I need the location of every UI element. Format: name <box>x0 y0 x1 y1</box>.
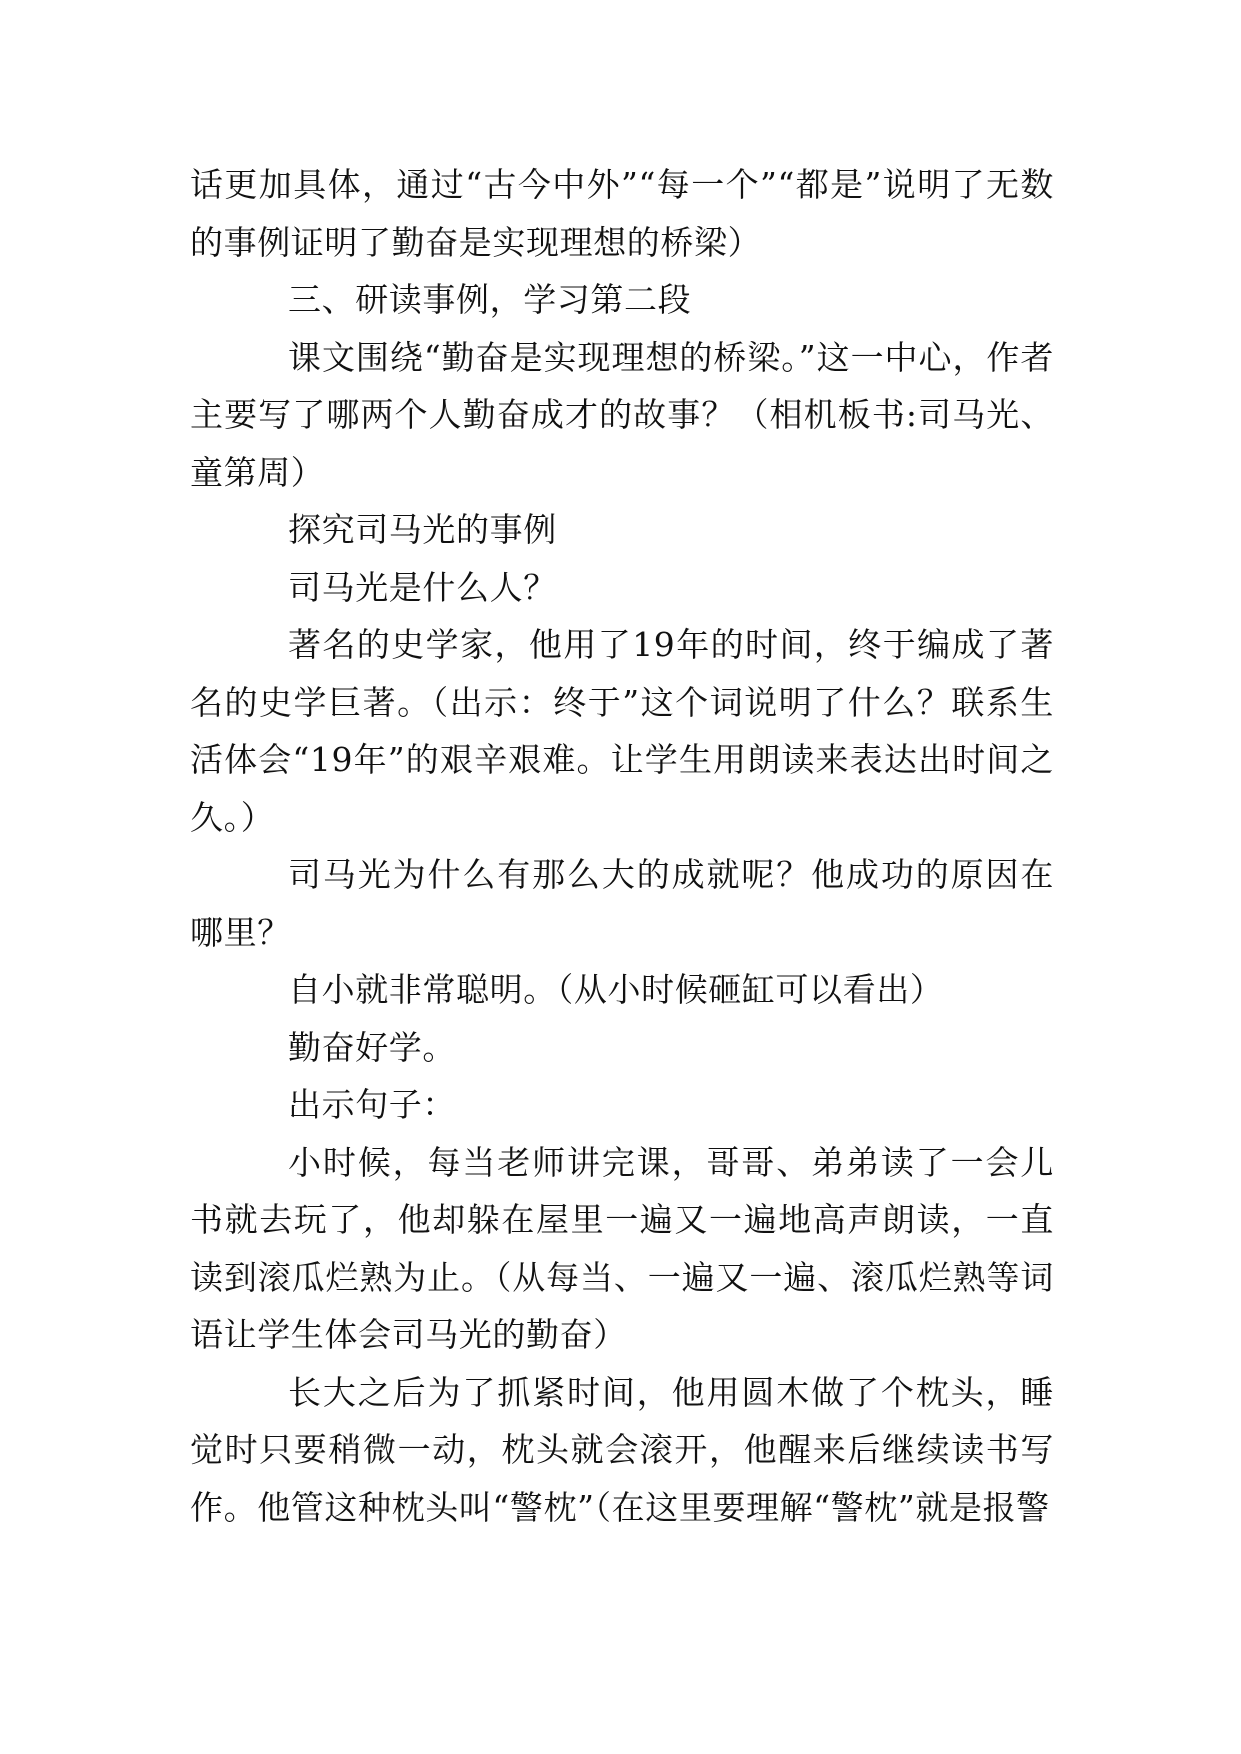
paragraph: 勤奋好学。 <box>288 1027 456 1067</box>
section-heading: 三、研读事例，学习第二段 <box>288 280 692 319</box>
paragraph: 司马光为什么有那么大的成就呢？他成功的原因在哪里？ <box>190 855 1054 952</box>
paragraph: 长大之后为了抓紧时间，他用圆木做了个枕头，睡觉时只要稍微一动，枕头就会滚开，他醒来后继续读书写作。他管这种枕头叫“警枕”（在这里要理解“警枕”就是报警 <box>190 1372 1054 1527</box>
paragraph: 司马光是什么人？ <box>288 567 557 607</box>
paragraph: 著名的史学家，他用了19年的时间，终于编成了著名的史学巨著。（出示：终于”这个词说明了什么？联系生活体会“19年”的艰辛艰难。让学生用朗读来表达出时间之久。） <box>190 625 1054 837</box>
paragraph: 自小就非常聪明。（从小时候砸缸可以看出） <box>288 970 944 1009</box>
paragraph: 话更加具体，通过“古今中外”“每一个”“都是”说明了无数的事例证明了勤奋是实现理想的桥梁） <box>190 165 1054 262</box>
paragraph: 出示句子： <box>288 1085 456 1124</box>
paragraph: 课文围绕“勤奋是实现理想的桥梁。”这一中心，作者主要写了哪两个人勤奋成才的故事？（相机板书:司马光、童第周） <box>190 337 1054 492</box>
body-text <box>190 156 1054 1536</box>
paragraph: 探究司马光的事例 <box>288 510 557 549</box>
paragraph: 小时候，每当老师讲完课，哥哥、弟弟读了一会儿书就去玩了，他却躲在屋里一遍又一遍地高声朗读，一直读到滚瓜烂熟为止。（从每当、一遍又一遍、滚瓜烂熟等词语让学生体会司马光的勤奋） <box>190 1142 1054 1354</box>
